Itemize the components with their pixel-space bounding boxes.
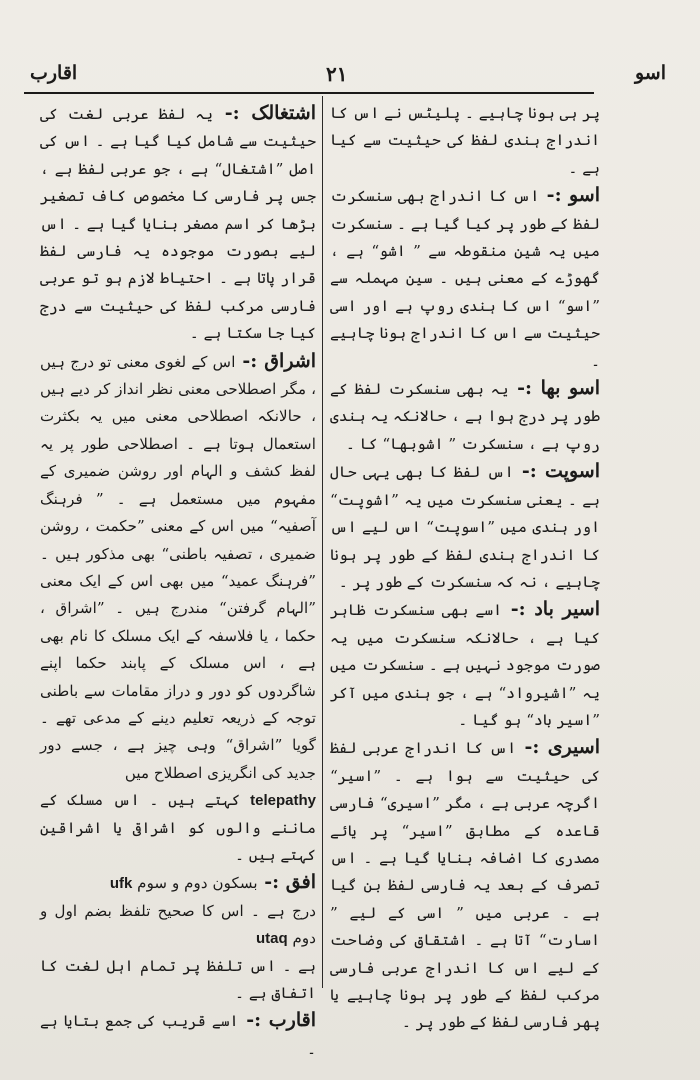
headword: اقارب [268,1009,316,1032]
headword: افق [285,871,316,894]
left-column [40,100,317,1058]
entry-ishraq: اشراق :- اس کے لغوی معنی تو درج ہیں ، مگر اصطلاحی معنی نظر انداز کر دیے ہیں ، حالانکہ اصطلاحی معنی میں یہ بکثرت استعمال ہوتا ہے ۔ اصطلاحی طور پر یہ لفظ کشف و الہام اور روشن ضمیری کے مفہوم میں مستعمل ہے ۔ ” فرہنگ آصفیہ“ میں اس کے معنی ”حکمت ، روشن ضمیری ، تصفیہ باطنی“ بھی مذکور ہیں ۔ ”فرہنگ عمید“ میں بھی اس کے ایک معنی ”الہام گرفتن“ مندرج ہیں ۔ ”اشراق ، حکما ، یا فلاسفہ کے ایک مسلک کا نام بھی ہے ، اس مسلک کے پابند حکما اپنے شاگردوں کو دور و دراز مقامات سے باطنی توجہ کے ذریعہ تعلیم دینے کے مدعی تھے ۔ گویا ”اشراق“ وہی چیز ہے ، جسے دور جدید کی انگریزی اصطلاح میں [40,349,316,782]
entry-oso: اسو :- اس کا اندراج بھی سنسکرت لفظ کے طور پر کیا گیا ہے ۔ سنسکرت میں یہ شین منقوطہ سے ” اشو“ ہے ، گھوڑے کے معنی ہیں ۔ سین مہملہ سے ”اسو“ اس کا ہندی روپ ہے اور اسی حیثیت سے اس کا اندراج ہونا چاہیے ۔ [330,184,600,370]
running-head-right-word: اسو [634,62,666,84]
headword: اسو [568,184,600,207]
entry-text: اس کا اندراج بھی سنسکرت لفظ کے طور پر کیا گیا ہے ۔ سنسکرت میں یہ شین منقوطہ سے ” اشو“ ہے ، گھوڑے کے معنی ہیں ۔ سین مہملہ سے ”اسو“ اس کا ہندی روپ ہے اور اسی حیثیت سے اس کا اندراج ہونا چاہیے ۔ [330,187,600,370]
headword: اسوپت [545,460,600,483]
entry-ishraq-cont [40,787,316,869]
latin-term: telepathy [250,792,317,810]
entry-aseeri: اسیری :- اس کا اندراج عربی لفظ کی حیثیت سے ہوا ہے ۔ ”اسیر“ اگرچہ عربی ہے ، مگر ”اسیری“ فارسی قاعدہ کے مطابق ”اسیر“ پر یائے مصدری کا اضافہ بنایا گیا ہے ۔ اس تصرف کے بعد یہ فارسی لفظ بن گیا ہے ۔ عربی میں ” اسی کے لیے ” اسارت“ آتا ہے ۔ اشتقاق کی وضاحت کے لیے اس کا اندراج عربی فارسی مرکب لفظ کے طور پر ہونا چاہیے یا پھر فارسی لفظ کے طور پر ۔ [330,736,600,1032]
entry-text: اس لفظ کا بھی یہی حال ہے ۔ یعنی سنسکرت میں یہ ”اشوپت“ اور ہندی میں ”اسوپت“ اس لیے اس کا اندراج ہندی لفظ کے طور پر ہونا چاہیے ، نہ کہ سنسکرت کے طور پر ۔ [330,463,600,591]
headword: اشراق [264,349,316,372]
page-number: ۲۱ [326,62,348,86]
headword: اسیر باد [534,598,600,621]
entry-aseer-baad: اسیر باد :- اسے بھی سنسکرت ظاہر کیا ہے ، حالانکہ سنسکرت میں یہ صورت موجود نہیں ہے ۔ سنسکرت میں یہ ”اشیرواد“ ہے ، جو ہندی میں آکر ”اسیر باد“ ہو گیا ۔ [330,598,600,729]
entry-text: اسے قریب کی جمع بتایا ہے ۔ [40,1012,316,1058]
entry-aqarib: اقارب :- اسے قریب کی جمع بتایا ہے ۔ [40,1009,316,1058]
entry-text: کہتے ہیں ۔ اس مسلک کے ماننے والوں کو اشراقی یا اشراقین کہتے ہیں ۔ [40,791,316,864]
entry-text: اس کے لغوی معنی تو درج ہیں ، مگر اصطلاحی معنی نظر انداز کر دیے ہیں ، حالانکہ اصطلاحی معنی میں یہ بکثرت استعمال ہوتا ہے ۔ اصطلاحی طور پر یہ لفظ کشف و الہام اور روشن ضمیری کے مفہوم میں مستعمل ہے ۔ ” فرہنگ آصفیہ“ میں اس کے معنی ”حکمت ، روشن ضمیری ، تصفیہ باطنی“ بھی مذکور ہیں ۔ ”فرہنگ عمید“ میں بھی اس کے ایک معنی ”الہام گرفتن“ مندرج ہیں ۔ ”اشراق ، حکما ، یا فلاسفہ کے ایک مسلک کا نام بھی ہے ، اس مسلک کے پابند حکما اپنے شاگردوں کو دور و دراز مقامات سے باطنی توجہ کے ذریعہ تعلیم دینے کے مدعی تھے ۔ گویا ”اشراق“ وہی چیز ہے ، جسے دور جدید کی انگریزی اصطلاح میں [40,352,316,782]
entry-ufuq-cont2 [40,953,316,1008]
headword: اسیری [547,736,600,759]
entry-text: درج ہے ۔ اس کا صحیح تلفظ بضم اول و دوم [40,901,316,948]
headword: اسو بھا [540,377,600,400]
entry-ufuq-cont [40,898,316,953]
column-divider [322,96,323,988]
headword: اشتغالک [251,102,316,124]
running-head-left-word: اقارب [30,62,78,84]
entry-ishtighalak: اشتغالک :- یہ لفظ عربی لغت کی حیثیت سے شامل کیا گیا ہے ۔ اس کی اصل ”اشتغال“ ہے ، جو عربی لفظ ہے ، جس پر فارسی کا مخصوص کاف تصغیر بڑھا کر اسم مصغر بنایا گیا ہے ۔ اس لیے بصورت موجودہ یہ فارسی لفظ قرار پاتا ہے ۔ احتیاط لازم ہو تو عربی فارسی مرکب لفظ کی حیثیت سے درج کیا جا سکتا ہے ۔ [40,102,316,343]
right-column [330,100,600,1032]
entry-osopat: اسوپت :- اس لفظ کا بھی یہی حال ہے ۔ یعنی سنسکرت میں یہ ”اشوپت“ اور ہندی میں ”اسوپت“ اس لیے اس کا اندراج ہندی لفظ کے طور پر ہونا چاہیے ، نہ کہ سنسکرت کے طور پر ۔ [330,460,600,591]
entry-text: بسکون دوم و سوم [137,874,258,893]
entry-continuation: پر ہی ہونا چاہیے ۔ پلیٹس نے اس کا اندراج ہندی لفظ کی حیثیت سے کیا ہے ۔ [330,104,600,177]
latin-transcription: utaq [255,930,288,948]
latin-transcription: ufk [109,875,133,893]
entry-text: ہے ۔ اس تلفظ پر تمام اہل لغت کا اتفاق ہے ۔ [40,956,316,1002]
running-head [26,62,674,92]
entry-oso-bha: اسو بھا :- یہ بھی سنسکرت لفظ کے طور پر درج ہوا ہے ، حالانکہ یہ ہندی روپ ہے ، سنسکرت ” اشوبھا“ کا ۔ [330,377,600,453]
entry-ufuq: افق :- بسکون دوم و سوم ufk [109,871,316,894]
entry-text: اس کا اندراج عربی لفظ کی حیثیت سے ہوا ہے ۔ ”اسیر“ اگرچہ عربی ہے ، مگر ”اسیری“ فارسی قاعدہ کے مطابق ”اسیر“ پر یائے مصدری کا اضافہ بنایا گیا ہے ۔ اس تصرف کے بعد یہ فارسی لفظ بن گیا ہے ۔ عربی میں ” اسی کے لیے ” اسارت“ آتا ہے ۔ اشتقاق کی وضاحت کے لیے اس کا اندراج عربی فارسی مرکب لفظ کے طور پر ہونا چاہیے یا پھر فارسی لفظ کے طور پر ۔ [330,739,600,1032]
header-rule [24,92,594,94]
entry-text: یہ بھی سنسکرت لفظ کے طور پر درج ہوا ہے ، حالانکہ یہ ہندی روپ ہے ، سنسکرت ” اشوبھا“ کا ۔ [330,380,600,453]
entry-text: اسے بھی سنسکرت ظاہر کیا ہے ، حالانکہ سنسکرت میں یہ صورت موجود نہیں ہے ۔ سنسکرت میں یہ ”اشیرواد“ ہے ، جو ہندی میں آکر ”اسیر باد“ ہو گیا ۔ [330,601,600,729]
entry-text: یہ لفظ عربی لغت کی حیثیت سے شامل کیا گیا ہے ۔ اس کی اصل ”اشتغال“ ہے ، جو عربی لفظ ہے ، جس پر فارسی کا مخصوص کاف تصغیر بڑھا کر اسم مصغر بنایا گیا ہے ۔ اس لیے بصورت موجودہ یہ فارسی لفظ قرار پاتا ہے ۔ احتیاط لازم ہو تو عربی فارسی مرکب لفظ کی حیثیت سے درج کیا جا سکتا ہے ۔ [40,105,316,343]
